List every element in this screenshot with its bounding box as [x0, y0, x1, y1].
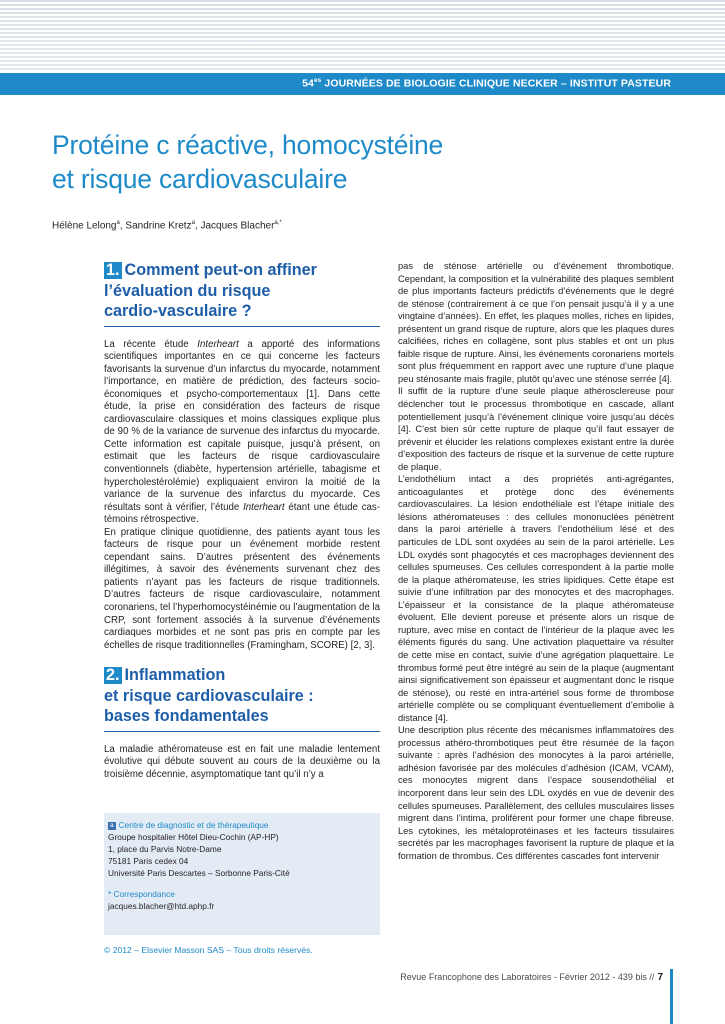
body-paragraph: Il suffit de la rupture d’une seule plaque athérosclereuse pour déclencher tout le processus thrombotique en cascade, allant potentiellement jusqu’à l’événement clinique voire jusqu’au décès [4]. C’est bien sûr cette rupture de plaque qu’il faut essayer de prévenir et élucider les relations complexes existant entre la durée d’exposition des facteurs de risque et la survenue de cette rupture de plaque. [398, 386, 674, 472]
correspondence-label: * Correspondance [108, 889, 175, 899]
text-run: La récente étude [104, 338, 198, 350]
right-column [398, 260, 674, 862]
article-title [52, 128, 443, 196]
banner-superscript: es [313, 77, 322, 84]
banner-number: 54 [302, 77, 314, 90]
section-number-badge: 2. [106, 666, 120, 685]
affiliation-line: Université Paris Descartes – Sorbonne Paris-Cité [108, 868, 290, 878]
author-name: Hélène Lelong [52, 220, 117, 232]
page-footer [400, 972, 663, 983]
study-name: Interheart [243, 501, 285, 513]
body-paragraph: L’endothélium intact a des propriétés anti-agrégantes, anticoagulantes et protège donc des événements cardiovasculaires. La lésion endothéliale est l’étape initiale des lésions athéromateuses : des cellules mononuclées pénètrent dans la paroi artérielle à travers l’endothélium lésé et des particules de LDL sont oxydées au sein de la paroi artérielle. Les LDL oxydés sont phagocytés et ces macrophages deviennent des cellules spumeuses. Ces cellules correspondent à la partie molle de la plaque athéromateuse, les stries lipidiques. Cette étape est suivie d’une infiltration par des monocytes et des macrophages. L’épaisseur et la consistance de la plaque athéromateuse évoluent. Elle devient poreuse et présente alors un risque de rupture, avec mise en contact de l’intérieur de la plaque avec les éléments figurés du sang. Une activation plaquettaire va résulter de cette mise en contact, suivie d’une agrégation plaquettaire. Le thrombus formé peut être intégré au sein de la plaque (augmentant ainsi significativement son épaisseur et augmentant donc le risque de sténose), ou resté en intra-artériel sous forme de thrombose artérielle complète ou se compliquant éventuellement d’embolie à distance [4]. [398, 474, 674, 723]
author-name: Sandrine Kretz [125, 220, 192, 232]
study-name: Interheart [197, 338, 239, 350]
page-number: 7 [657, 972, 663, 983]
journal-citation: Revue Francophone des Laboratoires - Février 2012 - 439 bis // [400, 972, 655, 982]
title-line-2: et risque cardiovasculaire [52, 164, 348, 194]
affiliation-line: 1, place du Parvis Notre-Dame [108, 844, 222, 854]
affiliation-mark: a [110, 822, 114, 829]
section-divider [104, 731, 380, 732]
section-heading-line: cardio-vasculaire ? [104, 302, 252, 320]
section-heading-line: Comment peut-on affiner [124, 261, 317, 279]
footer-accent-bar [670, 969, 673, 1024]
header-stripes-fade [0, 0, 725, 72]
affiliation-line: 75181 Paris cedex 04 [108, 856, 189, 866]
section-heading-line: bases fondamentales [104, 707, 269, 726]
section-divider [104, 326, 380, 327]
body-paragraph: En pratique clinique quotidienne, des patients ayant tous les facteurs de risque pour un événement morbide restent cependant sains. D’autres présentent des événements illégitimes, à savoir des événements survenant chez des patients n’ayant pas les facteurs de risque traditionnels. D’autres facteurs de risque cardiovasculaire, notamment coronariens, tel l’hyperhomocystéinémie ou l’augmentation de la CRP, sont fortement associés à la survenue d’événements cardiaques morbides et ne sont pas pris en compte par les échelles de risque traditionnelles (Framingham, SCORE) [2, 3]. [104, 526, 380, 651]
text-run: a apporté des informations scientifiques importantes en ce qui concerne les facteurs favorisants la survenue d’un infarctus du myocarde, notamment l’importance, en matière de prédiction, des facteurs socio-économiques et psycho-comportementaux [1]. Dans cette étude, la prise en considération des facteurs de risque cardiovasculaire classiques et moins classiques explique plus de 90 % de la variance de survenue des infarctus du myocarde. Cette information est capitale puisque, jusqu’à présent, on estimait que les facteurs de risque cardiovasculaire conventionnels (diabète, hypertension artérielle, tabagisme et hypercholestérolémie) expliquaient environ la moitié de la variance de la survenue des infarctus du myocarde. Ces résultats sont à vérifier, l’étude [104, 338, 380, 513]
section-1-heading [104, 260, 380, 322]
body-paragraph: Une description plus récente des mécanismes inflammatoires des processus athéro-thrombotiques peut être résumée de la façon suivante : après l’adhésion des monocytes à la paroi artérielle, adhésion favorisée par des molécules d’adhésion (ICAM, VCAM), ces monocytes migrent dans l’espace sousendothélial et incorporent dans leur sein des LDL oxydés en vue de devenir des cellules spumeuses. Parallèlement, des cellules musculaires lisses migrent dans l’intima, prolifèrent pour former une chape fibreuse. Les cytokines, les métaloprotéinases et les facteurs tissulaires secrétés par les macrophages favorisent la rupture de plaque et la formation de thrombus. Ces différentes cascades font intervenir [398, 725, 674, 861]
body-paragraph: pas de sténose artérielle ou d’événement thrombotique. Cependant, la composition et la vulnérabilité des plaques semblent de plus importants facteurs prédictifs d’événements que le degré de sténose (contrairement à ce que l’on pensait jusqu’à il y a une vingtaine d’années). En effet, les plaques molles, riches en lipides, présentent un grand risque de rupture, alors que les plaques dures calcifiées, riches en collagène, sont plus stables et ont un plus faible risque de rupture. Ainsi, les événements coronariens mortels sont plus fréquemment en rapport avec une rupture d’une plaque peu sténosante mais fragile, plutôt qu’avec une sténose serrée [4]. [398, 261, 674, 384]
author-affiliation-mark: a [116, 220, 120, 226]
banner-text [302, 77, 671, 90]
author-name: Jacques Blacher [200, 220, 275, 232]
body-paragraph [104, 339, 380, 527]
correspondence-email[interactable]: jacques.blacher@htd.aphp.fr [108, 901, 215, 911]
affiliation-box [104, 813, 380, 935]
author-affiliation-mark: a,* [274, 220, 282, 226]
author-affiliation-mark: a [191, 220, 195, 226]
conference-banner [0, 73, 725, 95]
affiliation-line [108, 819, 380, 831]
section-heading-line: Inflammation [124, 666, 226, 685]
title-line-1: Protéine c réactive, homocystéine [52, 130, 444, 160]
affiliation-line: Groupe hospitalier Hôtel Dieu-Cochin (AP-HP) [108, 832, 279, 842]
section-heading-line: et risque cardiovasculaire : [104, 686, 314, 705]
banner-title: JOURNÉES DE BIOLOGIE CLINIQUE NECKER – INSTITUT PASTEUR [321, 77, 671, 90]
copyright-notice: © 2012 – Elsevier Masson SAS – Tous droits réservés. [104, 945, 313, 955]
section-number-badge: 1. [106, 261, 120, 279]
body-paragraph: La maladie athéromateuse est en fait une maladie lentement évolutive qui débute souvent au cours de la deuxième ou la troisième décennie, asymptomatique tant qu’il n’y a [104, 743, 380, 780]
section-heading-line: l’évaluation du risque [104, 281, 271, 300]
left-column [104, 260, 380, 781]
author-list: Hélène Lelong$^a$, Sandrine Kretz$^a$, Jacques Blacher$^{a,*}$ [52, 220, 282, 232]
text-run: étant une étude cas-témoins rétrospective. [104, 501, 380, 526]
section-2-heading [104, 665, 380, 727]
affiliation-institution: Centre de diagnostic et de thérapeutique [118, 820, 269, 830]
